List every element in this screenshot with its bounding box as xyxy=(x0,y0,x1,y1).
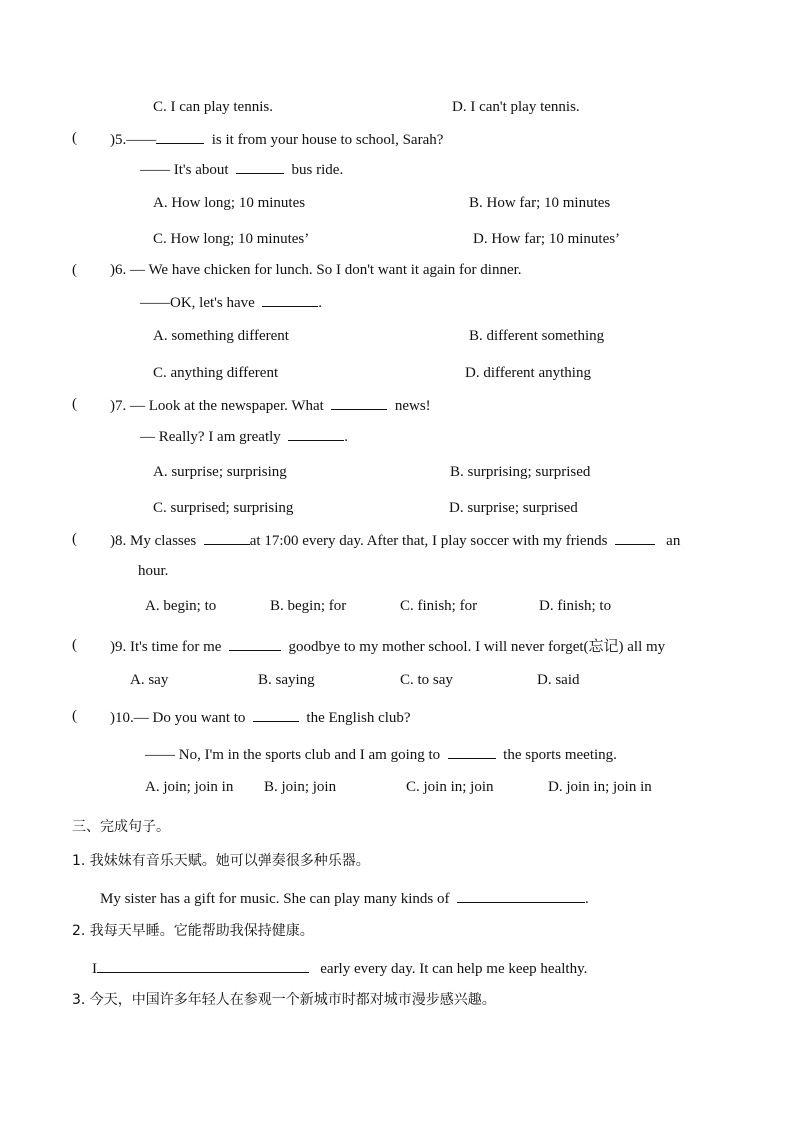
q10-answer-paren[interactable]: ( xyxy=(72,708,77,724)
q6-stem-text: — We have chicken for lunch. So I don't want it again for dinner. xyxy=(130,262,522,278)
q9-stem-text: It's time for me xyxy=(130,639,222,655)
q7-option-a: A. surprise; surprising xyxy=(153,464,287,480)
q7-option-c: C. surprised; surprising xyxy=(153,500,294,516)
q10-option-b: B. join; join xyxy=(264,779,337,795)
q5-option-a: A. How long; 10 minutes xyxy=(153,195,306,211)
q5-number: )5.—— xyxy=(110,132,157,148)
q7-option-b: B. surprising; surprised xyxy=(450,464,591,480)
q7-number: )7. xyxy=(110,398,127,414)
q5-reply-end: bus ride. xyxy=(291,162,344,178)
q7-blank[interactable] xyxy=(331,395,387,410)
q5-stem xyxy=(110,129,443,149)
q6-reply-end: . xyxy=(318,295,323,311)
s1-blank[interactable] xyxy=(457,888,585,903)
section3-sentence1-chinese: 1. 我妹妹有音乐天赋。她可以弹奏很多种乐器。 xyxy=(72,853,370,869)
q6-option-c: C. anything different xyxy=(153,365,279,381)
q6-answer-paren[interactable]: ( xyxy=(72,262,77,278)
q7-reply-end: . xyxy=(344,429,349,445)
q9-stem-end: goodbye to my mother school. I will never forget(忘记) all my xyxy=(288,639,666,655)
q10-stem-text: — Do you want to xyxy=(133,710,246,726)
q8-answer-paren[interactable]: ( xyxy=(72,531,77,547)
q6-stem xyxy=(110,261,522,279)
q8-stem-text: My classes xyxy=(130,533,197,549)
q4-option-d: D. I can't play tennis. xyxy=(452,99,580,115)
q7-reply-text: — Really? I am greatly xyxy=(140,429,281,445)
q8-blank-1[interactable] xyxy=(204,530,250,545)
s1-english-end: . xyxy=(585,891,589,907)
q8-option-b: B. begin; for xyxy=(270,598,347,614)
q6-number: )6. xyxy=(110,262,127,278)
q7-stem xyxy=(110,395,431,415)
q7-stem-end: news! xyxy=(394,398,431,414)
q10-option-a: A. join; join in xyxy=(145,779,234,795)
s2-english-text: early every day. It can help me keep healthy. xyxy=(320,961,588,977)
q10-reply-end: the sports meeting. xyxy=(503,747,617,763)
q5-reply-text: —— It's about xyxy=(140,162,229,178)
q10-option-c: C. join in; join xyxy=(406,779,494,795)
q8-option-c: C. finish; for xyxy=(400,598,478,614)
q6-option-b: B. different something xyxy=(469,328,605,344)
q9-option-a: A. say xyxy=(130,672,169,688)
section3-sentence3-chinese: 3. 今天，中国许多年轻人在参观一个新城市时都对城市漫步感兴趣。 xyxy=(72,992,496,1008)
q8-option-d: D. finish; to xyxy=(539,598,612,614)
q9-option-b: B. saying xyxy=(258,672,315,688)
q9-number: )9. xyxy=(110,639,127,655)
s1-english-text: My sister has a gift for music. She can play many kinds of xyxy=(100,891,450,907)
q6-option-d: D. different anything xyxy=(465,365,591,381)
q5-option-d: D. How far; 10 minutes’ xyxy=(473,231,621,247)
q8-blank-2[interactable] xyxy=(615,530,655,545)
q9-answer-paren[interactable]: ( xyxy=(72,637,77,653)
q8-stem-end: an xyxy=(666,533,681,549)
s2-blank[interactable] xyxy=(97,958,309,973)
q7-reply-blank[interactable] xyxy=(288,426,344,441)
q6-reply-text: ——OK, let's have xyxy=(140,295,255,311)
q5-option-b: B. How far; 10 minutes xyxy=(469,195,611,211)
s2-english-start: I xyxy=(92,961,97,977)
q9-stem xyxy=(110,636,665,656)
q5-reply xyxy=(140,159,343,179)
q6-option-a: A. something different xyxy=(153,328,289,344)
q9-option-c: C. to say xyxy=(400,672,453,688)
q5-option-c: C. How long; 10 minutes’ xyxy=(153,231,310,247)
q8-number: )8. xyxy=(110,533,127,549)
q8-stem-continued: hour. xyxy=(138,563,169,579)
section3-sentence2-english xyxy=(92,958,587,978)
q10-reply-blank[interactable] xyxy=(448,744,496,759)
q5-stem-text: is it from your house to school, Sarah? xyxy=(211,132,444,148)
q5-answer-paren[interactable]: ( xyxy=(72,130,77,146)
q10-option-d: D. join in; join in xyxy=(548,779,652,795)
q10-reply xyxy=(145,744,617,764)
q10-blank[interactable] xyxy=(253,707,299,722)
q5-reply-blank[interactable] xyxy=(236,159,284,174)
q7-reply xyxy=(140,426,348,446)
q7-answer-paren[interactable]: ( xyxy=(72,396,77,412)
q10-stem xyxy=(110,707,411,727)
q8-stem-mid: at 17:00 every day. After that, I play soccer with my friends xyxy=(249,533,608,549)
q9-blank[interactable] xyxy=(229,636,281,651)
section3-title: 三、完成句子。 xyxy=(72,819,170,835)
q4-option-c: C. I can play tennis. xyxy=(153,99,273,115)
section3-sentence2-chinese: 2. 我每天早睡。它能帮助我保持健康。 xyxy=(72,923,314,939)
q7-option-d: D. surprise; surprised xyxy=(449,500,578,516)
q9-option-d: D. said xyxy=(537,672,580,688)
q8-option-a: A. begin; to xyxy=(145,598,217,614)
q10-stem-end: the English club? xyxy=(306,710,411,726)
q8-stem xyxy=(110,530,680,550)
q10-number: )10. xyxy=(110,710,134,726)
q5-blank[interactable] xyxy=(156,129,204,144)
q10-reply-text: —— No, I'm in the sports club and I am going to xyxy=(145,747,441,763)
q6-reply xyxy=(140,292,322,312)
q6-reply-blank[interactable] xyxy=(262,292,318,307)
q7-stem-text: — Look at the newspaper. What xyxy=(130,398,324,414)
section3-sentence1-english xyxy=(100,888,589,908)
